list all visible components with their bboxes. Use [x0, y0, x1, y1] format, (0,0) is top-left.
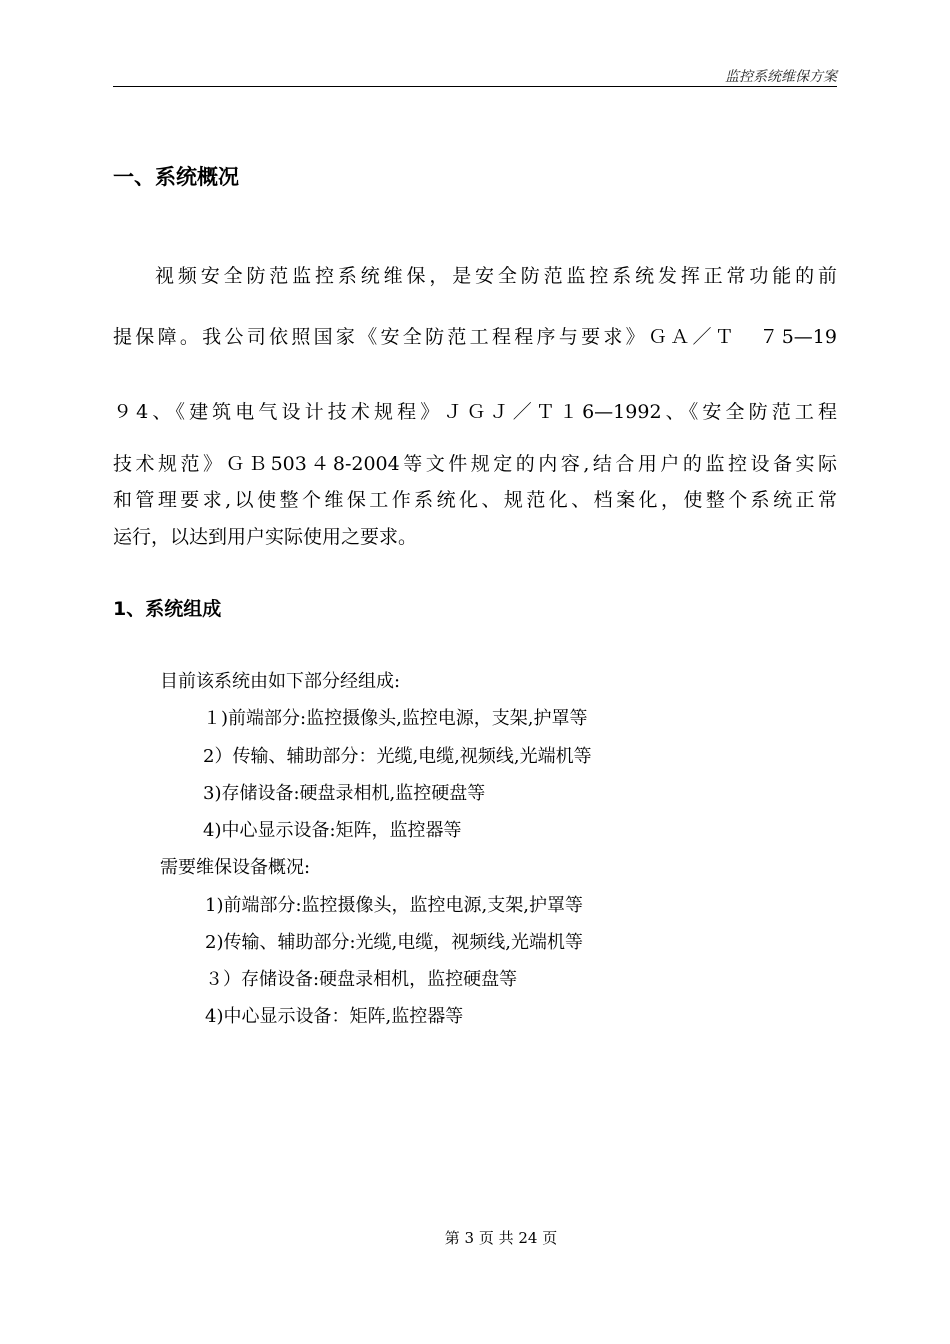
- list-item: 2）传输、辅助部分：光缆,电缆,视频线,光端机等: [203, 746, 592, 767]
- list-item: 1)前端部分:监控摄像头，监控电源,支架,护罩等: [205, 895, 583, 916]
- paragraph-line: ９4、《建筑电气设计技术规程》ＪＧＪ／Ｔ１6—1992、《安全防范工程: [113, 401, 837, 423]
- list-item: 3)存储设备:硬盘录相机,监控硬盘等: [203, 783, 486, 804]
- composition-intro: 目前该系统由如下部分经组成:: [160, 671, 401, 692]
- section-heading: 一、系统概况: [113, 165, 239, 189]
- running-header: 监控系统维保方案: [725, 69, 837, 85]
- list-item: 2)传输、辅助部分:光缆,电缆，视频线,光端机等: [205, 932, 583, 953]
- list-item: １)前端部分:监控摄像头,监控电源，支架,护罩等: [203, 708, 588, 729]
- paragraph-line: 技术规范》ＧＢ503４8-2004等文件规定的内容,结合用户的监控设备实际: [113, 453, 837, 475]
- list-item: 4)中心显示设备：矩阵,监控器等: [205, 1006, 464, 1027]
- list-item: 4)中心显示设备:矩阵，监控器等: [203, 820, 462, 841]
- page-number: 第 3 页 共 24 页: [444, 1229, 558, 1247]
- list-item: ３）存储设备:硬盘录相机，监控硬盘等: [205, 969, 518, 990]
- paragraph-line: 和管理要求,以使整个维保工作系统化、规范化、档案化，使整个系统正常: [113, 489, 837, 511]
- subsection-heading: 1、系统组成: [113, 598, 222, 620]
- paragraph-line: 运行，以达到用户实际使用之要求。: [113, 526, 418, 548]
- paragraph-line: 视频安全防范监控系统维保，是安全防范监控系统发挥正常功能的前: [155, 265, 837, 287]
- header-divider: [113, 86, 837, 87]
- maintenance-intro: 需要维保设备概况:: [160, 857, 311, 878]
- paragraph-line: 提保障。我公司依照国家《安全防范工程程序与要求》ＧＡ／Ｔ ７5—19: [113, 326, 837, 348]
